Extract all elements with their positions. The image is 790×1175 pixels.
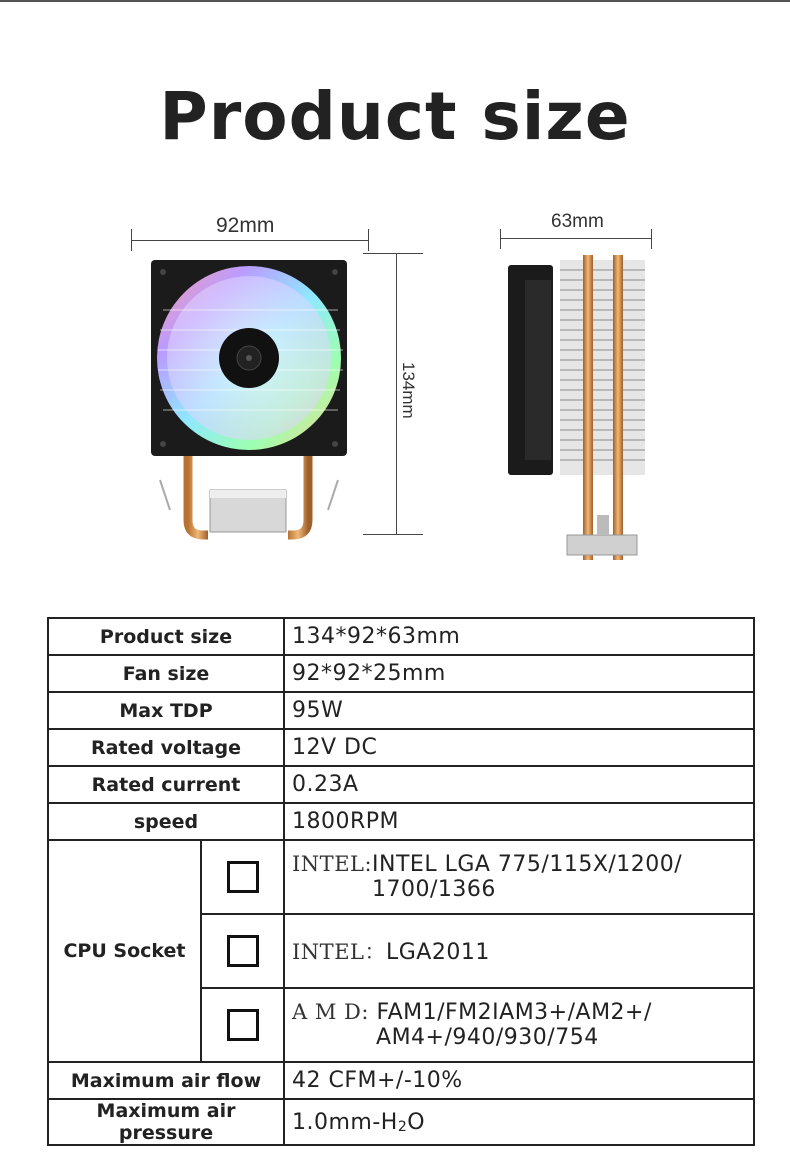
- table-row: [48, 692, 754, 729]
- pressure-end: O: [407, 1109, 426, 1135]
- socket-prefix: INTEL：: [292, 940, 386, 964]
- width-dimension-tick-left: [131, 229, 132, 251]
- height-dimension-label: 134mm: [399, 362, 418, 419]
- spec-value: 42 CFM+/-10%: [284, 1062, 754, 1099]
- spec-label: Product size: [48, 618, 284, 655]
- spec-value: 1800RPM: [284, 803, 754, 840]
- spec-label: speed: [48, 803, 284, 840]
- socket-intel-1-value: [284, 840, 754, 914]
- height-dimension-tick-top: [363, 253, 423, 254]
- table-row: [48, 1062, 754, 1099]
- table-row: [48, 803, 754, 840]
- depth-dimension-label: 63mm: [551, 211, 604, 232]
- top-border: [0, 0, 790, 2]
- table-row: [48, 618, 754, 655]
- socket-line2: AM4+/940/930/754: [376, 1025, 599, 1050]
- table-row: [48, 766, 754, 803]
- spec-value: [284, 1099, 754, 1145]
- checkbox-icon[interactable]: [227, 935, 259, 967]
- checkbox-cell: [201, 914, 284, 988]
- height-dimension-line: [396, 253, 397, 535]
- page-title: Product size: [159, 78, 631, 155]
- width-dimension-line: [131, 240, 369, 241]
- socket-prefix: A M D:: [292, 1000, 369, 1024]
- spec-label: Rated voltage: [48, 729, 284, 766]
- pressure-sub: 2: [397, 1118, 408, 1135]
- depth-dimension-tick-right: [651, 229, 652, 249]
- checkbox-cell: [201, 988, 284, 1062]
- spec-value: 134*92*63mm: [284, 618, 754, 655]
- cooler-side-view-image: [505, 250, 655, 560]
- spec-value: 0.23A: [284, 766, 754, 803]
- table-row: [48, 840, 754, 914]
- socket-line1: LGA2011: [385, 940, 490, 965]
- socket-line1: INTEL LGA 775/115X/1200/: [372, 852, 683, 877]
- spec-label: Fan size: [48, 655, 284, 692]
- table-row: [48, 655, 754, 692]
- checkbox-cell: [201, 840, 284, 914]
- spec-label: Max TDP: [48, 692, 284, 729]
- socket-line2: 1700/1366: [372, 877, 496, 902]
- checkbox-icon[interactable]: [227, 861, 259, 893]
- spec-label: Maximum air flow: [48, 1062, 284, 1099]
- depth-dimension-tick-left: [500, 229, 501, 249]
- cpu-socket-label: CPU Socket: [48, 840, 201, 1062]
- spec-value: 95W: [284, 692, 754, 729]
- pressure-main: 1.0mm-H: [292, 1109, 398, 1135]
- spec-label: Maximum air pressure: [48, 1099, 284, 1145]
- width-dimension-tick-right: [368, 229, 369, 251]
- cooler-front-view-image: [148, 250, 358, 540]
- spec-value: 92*92*25mm: [284, 655, 754, 692]
- height-dimension-tick-bottom: [363, 534, 423, 535]
- socket-intel-2-value: [284, 914, 754, 988]
- socket-amd-value: [284, 988, 754, 1062]
- socket-line1: FAM1/FM2IAM3+/AM2+/: [376, 1000, 652, 1025]
- checkbox-icon[interactable]: [227, 1009, 259, 1041]
- spec-table: [47, 617, 755, 1146]
- spec-label: Rated current: [48, 766, 284, 803]
- socket-prefix: INTEL:: [292, 852, 373, 876]
- spec-value: 12V DC: [284, 729, 754, 766]
- width-dimension-label: 92mm: [216, 214, 275, 237]
- table-row: [48, 1099, 754, 1145]
- depth-dimension-line: [500, 238, 652, 239]
- table-row: [48, 729, 754, 766]
